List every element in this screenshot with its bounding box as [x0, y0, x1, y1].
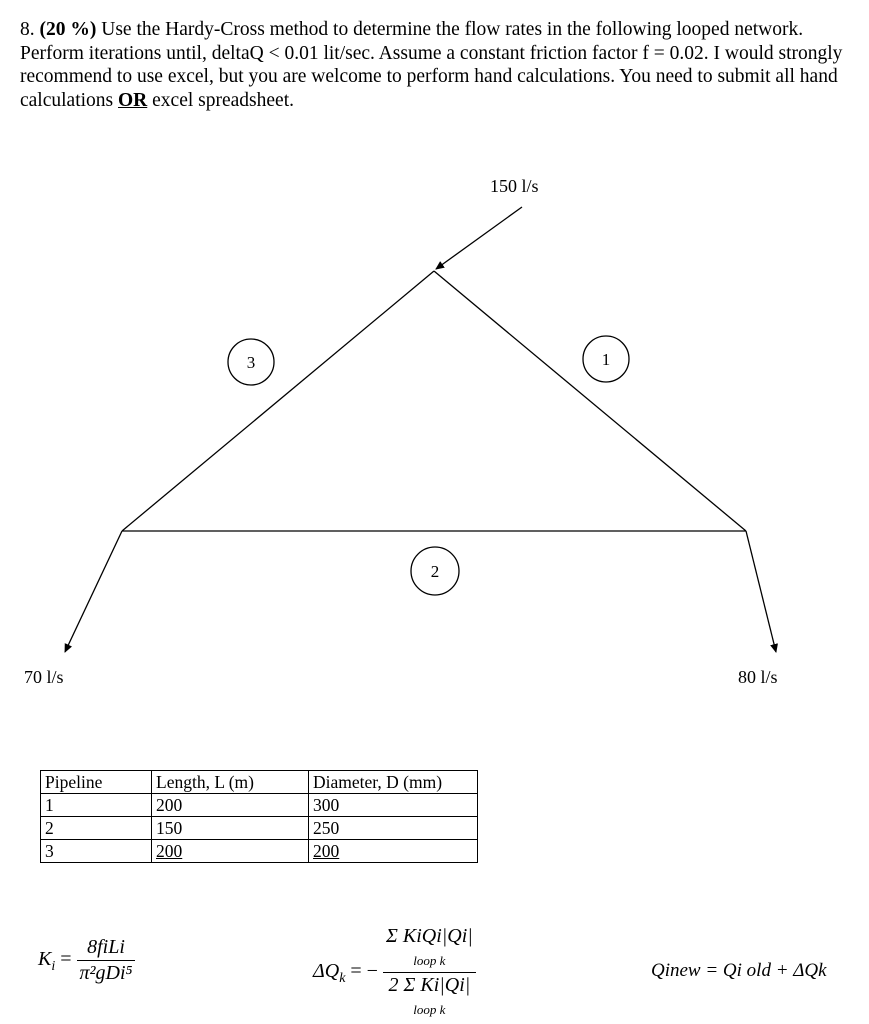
table-cell-value: 200 — [313, 841, 340, 861]
problem-number: 8. — [20, 19, 35, 40]
dq-numerator-under: loop k — [413, 953, 446, 968]
dq-denominator-text: 2 Σ Ki|Qi| — [388, 974, 471, 996]
dq-lhs: ΔQ — [313, 960, 340, 983]
pipe-2-label: 2 — [430, 562, 440, 581]
table-cell: 200 — [152, 794, 309, 817]
table-row — [41, 794, 478, 817]
k-numerator: 8fiLi — [77, 936, 136, 961]
outflow-left-label: 70 l/s — [24, 667, 64, 687]
table-row — [41, 817, 478, 840]
dq-numerator-text: Σ KiQi|Qi| — [385, 925, 473, 947]
table-cell: 150 — [152, 817, 309, 840]
k-denominator: π²gDi⁵ — [79, 962, 133, 984]
k-sub: i — [51, 959, 56, 975]
table-cell: 1 — [41, 794, 152, 817]
outflow-right-arrow — [746, 531, 776, 652]
pipe-1-label: 1 — [601, 350, 611, 369]
outflow-left-arrow — [65, 531, 122, 652]
problem-text-2: excel spreadsheet. — [147, 89, 294, 111]
dq-sub: k — [339, 971, 346, 987]
table-cell: 250 — [309, 817, 478, 840]
pipe-3-label: 3 — [246, 353, 256, 372]
dq-equals: = − — [345, 960, 378, 983]
problem-text-1: Use the Hardy-Cross method to determine the flow rates in the following looped network. Perform iterations until, deltaQ < 0.01 lit/sec. Assume a constant friction factor f = 0.02. I would strongly recommend to use excel, but you are welcome to perform hand calculations. You need to submit all hand calculations — [20, 19, 843, 111]
dq-denominator-under: loop k — [413, 1002, 446, 1017]
outflow-right-label: 80 l/s — [738, 667, 778, 687]
pipe-table — [40, 770, 478, 863]
table-cell — [152, 840, 309, 863]
dq-numerator — [383, 925, 476, 973]
table-header-row — [41, 771, 478, 794]
equation-q-new: Qinew = Qi old + ΔQk — [651, 960, 827, 981]
table-cell: 3 — [41, 840, 152, 863]
table-cell: 2 — [41, 817, 152, 840]
k-lhs: K — [38, 948, 52, 971]
pipe-1 — [434, 271, 746, 531]
table-header: Pipeline — [41, 771, 152, 794]
table-cell-value: 200 — [156, 841, 183, 861]
inflow-label: 150 l/s — [490, 176, 539, 196]
table-cell: 300 — [309, 794, 478, 817]
dq-denominator — [383, 973, 476, 1020]
table-header: Length, L (m) — [152, 771, 309, 794]
pipe-3 — [122, 271, 434, 531]
k-fraction — [77, 936, 136, 985]
problem-emphasis: OR — [118, 89, 148, 111]
equation-delta-q — [313, 925, 476, 1020]
table-cell — [309, 840, 478, 863]
k-equals: = — [55, 948, 72, 971]
dq-fraction — [383, 925, 476, 1020]
problem-weight: (20 %) — [39, 19, 97, 40]
equation-k — [38, 936, 135, 985]
table-row — [41, 840, 478, 863]
table-header: Diameter, D (mm) — [309, 771, 478, 794]
inflow-arrow — [436, 207, 522, 269]
